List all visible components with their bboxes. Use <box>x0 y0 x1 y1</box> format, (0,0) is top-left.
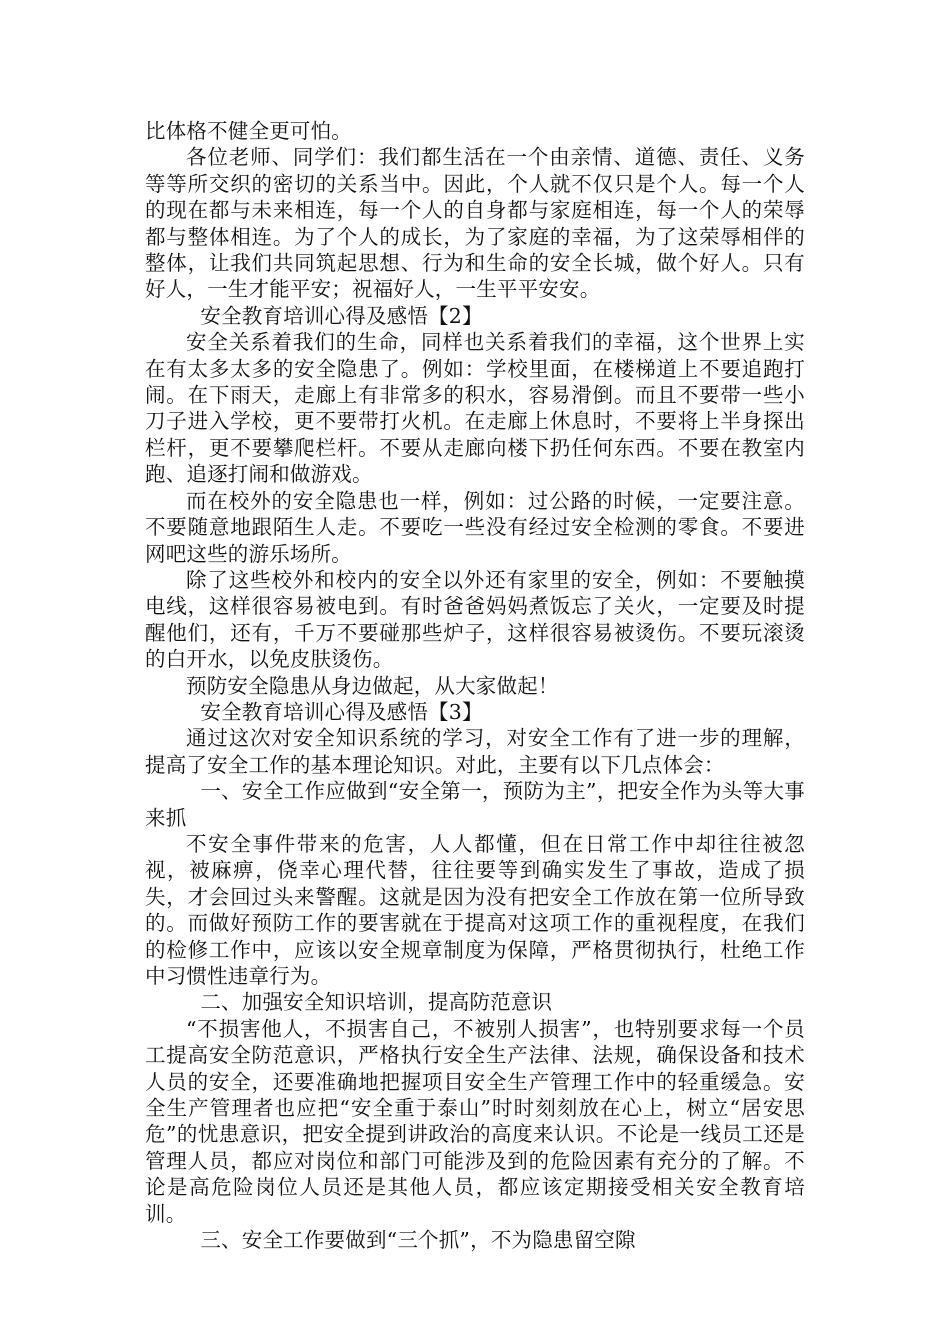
subheading-point-1: 一、安全工作应做到“安全第一，预防为主”，把安全作为头等大事来抓 <box>145 779 805 830</box>
paragraph-intro-study: 通过这次对安全知识系统的学习，对安全工作有了进一步的理解，提高了安全工作的基本理论知识。对此，主要有以下几点体会： <box>145 726 805 777</box>
document-body <box>145 118 805 1253</box>
paragraph-outside-safety: 而在校外的安全隐患也一样，例如：过公路的时候，一定要注意。不要随意地跟陌生人走。不要吃一些没有经过安全检测的零食。不要进网吧这些的游乐场所。 <box>145 488 805 566</box>
paragraph-prevention-slogan: 预防安全隐患从身边做起，从大家做起！ <box>186 673 559 698</box>
continuation-paragraph: 比体格不健全更可怕。 <box>145 119 352 143</box>
paragraph-home-safety: 除了这些校外和校内的安全以外还有家里的安全，例如：不要触摸电线，这样很容易被电到。有时爸爸妈妈煮饭忘了关火，一定要及时提醒他们，还有，千万不要碰那些炉子，这样很容易被烫伤。不要玩滚烫的白开水，以免皮肤烫伤。 <box>145 567 805 672</box>
paragraph-point-2-body: “不损害他人，不损害自己，不被别人损害”，也特别要求每一个员工提高安全防范意识，严格执行安全生产法律、法规，确保设备和技术人员的安全，还要准确地把握项目安全生产管理工作中的轻重缓急。安全生产管理者也应把“安全重于泰山”时时刻刻放在心上，树立“居安思危”的忧患意识，把安全提到讲政治的高度来认识。不论是一线员工还是管理人员，都应对岗位和部门可能涉及到的危险因素有充分的了解。不论是高危险岗位人员还是其他人员，都应该定期接受相关安全教育培训。 <box>145 1016 805 1226</box>
subheading-point-3: 三、安全工作要做到“三个抓”，不为隐患留空隙 <box>200 1228 636 1253</box>
paragraph-closing-address: 各位老师、同学们：我们都生活在一个由亲情、道德、责任、义务等等所交织的密切的关系当中。因此，个人就不仅只是个人。每一个人的现在都与未来相连，每一个人的自身都与家庭相连，每一个人的荣辱都与整体相连。为了个人的成长，为了家庭的幸福，为了这荣辱相伴的整体，让我们共同筑起思想、行为和生命的安全长城，做个好人。只有好人，一生才能平安；祝福好人，一生平平安安。 <box>145 145 805 302</box>
section-heading-3: 安全教育培训心得及感悟【3】 <box>200 699 483 724</box>
paragraph-point-1-body: 不安全事件带来的危害，人人都懂，但在日常工作中却往往被忽视，被麻痹，侥幸心理代替，往往要等到确实发生了事故，造成了损失，才会回过头来警醒。这就是因为没有把安全工作放在第一位所导致的。而做好预防工作的要害就在于提高对这项工作的重视程度，在我们的检修工作中，应该以安全规章制度为保障，严格贯彻执行，杜绝工作中习惯性违章行为。 <box>145 831 805 988</box>
section-heading-2: 安全教育培训心得及感悟【2】 <box>200 303 483 328</box>
subheading-point-2: 二、加强安全知识培训，提高防范意识 <box>200 990 553 1015</box>
paragraph-school-safety: 安全关系着我们的生命，同样也关系着我们的幸福，这个世界上实在有太多太多的安全隐患了。例如：学校里面，在楼梯道上不要追跑打闹。在下雨天，走廊上有非常多的积水，容易滑倒。而且不要带一些小刀子进入学校，更不要带打火机。在走廊上休息时，不要将上半身探出栏杆，更不要攀爬栏杆。不要从走廊向楼下扔任何东西。不要在教室内跑、追逐打闹和做游戏。 <box>145 330 805 487</box>
